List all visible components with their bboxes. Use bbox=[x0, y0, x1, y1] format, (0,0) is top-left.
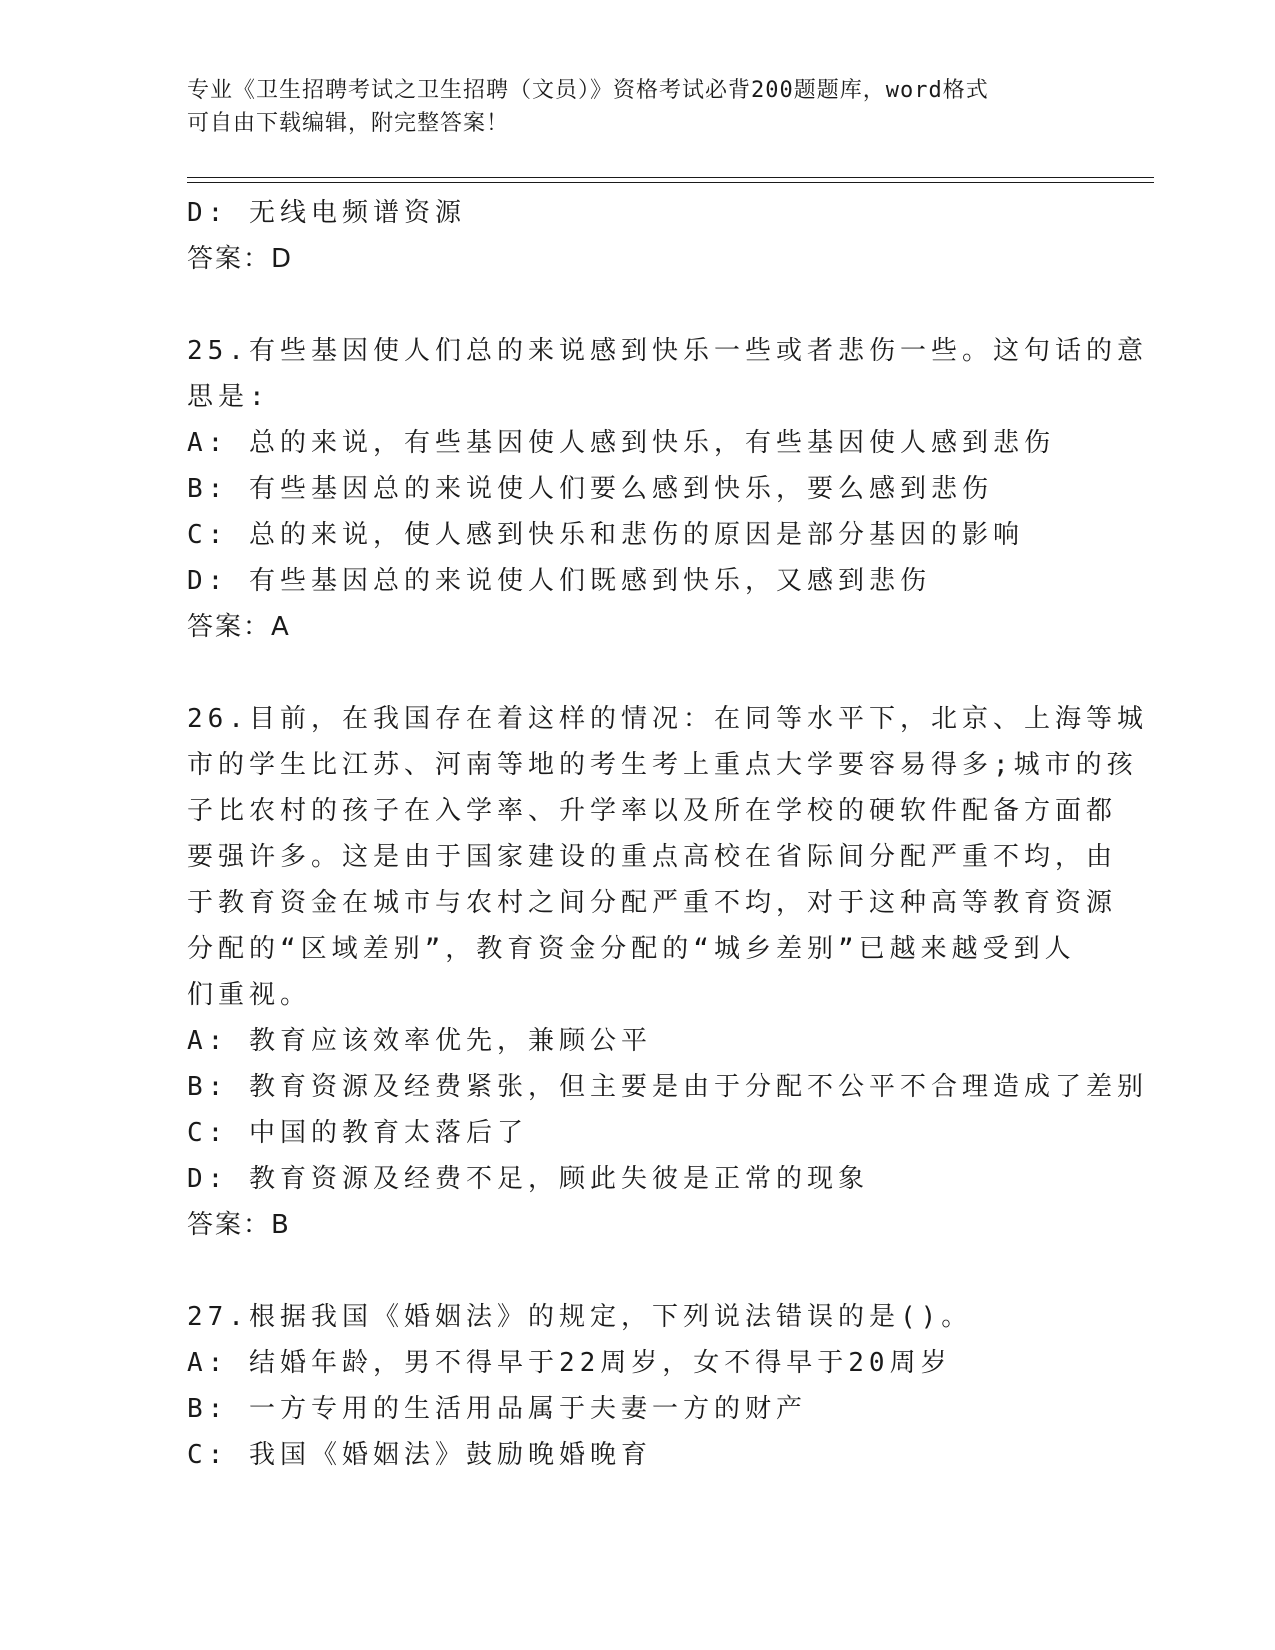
spacer bbox=[187, 282, 1087, 328]
option-d: D: 有些基因总的来说使人们既感到快乐，又感到悲伤 bbox=[187, 566, 931, 596]
question-stem: 思是: bbox=[187, 382, 270, 412]
question-stem: 25.有些基因使人们总的来说感到快乐一些或者悲伤一些。这句话的意 bbox=[187, 336, 1148, 366]
previous-question-tail bbox=[187, 190, 1087, 282]
question-25 bbox=[187, 328, 1148, 650]
document-header bbox=[187, 74, 1067, 140]
option-d: D: 无线电频谱资源 bbox=[187, 198, 466, 228]
question-stem: 们重视。 bbox=[187, 980, 312, 1010]
question-stem: 26.目前，在我国存在着这样的情况：在同等水平下，北京、上海等城 bbox=[187, 704, 1148, 734]
spacer bbox=[187, 1248, 1087, 1294]
answer: 答案：A bbox=[187, 612, 291, 642]
question-stem: 要强许多。这是由于国家建设的重点高校在省际间分配严重不均，由 bbox=[187, 842, 1118, 872]
answer: 答案：D bbox=[187, 244, 294, 274]
question-27 bbox=[187, 1294, 1087, 1478]
option-c: C: 总的来说，使人感到快乐和悲伤的原因是部分基因的影响 bbox=[187, 520, 1024, 550]
option-b: B: 有些基因总的来说使人们要么感到快乐，要么感到悲伤 bbox=[187, 474, 993, 504]
option-a: A: 总的来说，有些基因使人感到快乐，有些基因使人感到悲伤 bbox=[187, 428, 1055, 458]
option-a: A: 教育应该效率优先，兼顾公平 bbox=[187, 1026, 652, 1056]
option-c: C: 中国的教育太落后了 bbox=[187, 1118, 528, 1148]
header-divider-bottom bbox=[187, 182, 1154, 183]
header-line-2: 可自由下载编辑，附完整答案！ bbox=[187, 111, 510, 136]
header-line-1: 专业《卫生招聘考试之卫生招聘（文员）》资格考试必背200题题库，word格式 bbox=[187, 78, 989, 103]
option-b: B: 教育资源及经费紧张，但主要是由于分配不公平不合理造成了差别 bbox=[187, 1072, 1148, 1102]
question-26 bbox=[187, 696, 1148, 1248]
question-stem: 27.根据我国《婚姻法》的规定，下列说法错误的是()。 bbox=[187, 1302, 973, 1332]
question-stem: 市的学生比江苏、河南等地的考生考上重点大学要容易得多;城市的孩 bbox=[187, 750, 1138, 780]
option-d: D: 教育资源及经费不足，顾此失彼是正常的现象 bbox=[187, 1164, 869, 1194]
question-stem: 于教育资金在城市与农村之间分配严重不均，对于这种高等教育资源 bbox=[187, 888, 1118, 918]
answer: 答案：B bbox=[187, 1210, 291, 1240]
question-stem: 分配的“区域差别”，教育资金分配的“城乡差别”已越来越受到人 bbox=[187, 934, 1076, 964]
option-b: B: 一方专用的生活用品属于夫妻一方的财产 bbox=[187, 1394, 807, 1424]
option-a: A: 结婚年龄，男不得早于22周岁，女不得早于20周岁 bbox=[187, 1348, 952, 1378]
question-content bbox=[187, 190, 1148, 1478]
option-c: C: 我国《婚姻法》鼓励晚婚晚育 bbox=[187, 1440, 652, 1470]
question-stem: 子比农村的孩子在入学率、升学率以及所在学校的硬软件配备方面都 bbox=[187, 796, 1118, 826]
header-divider-top bbox=[187, 177, 1154, 178]
spacer bbox=[187, 650, 1087, 696]
